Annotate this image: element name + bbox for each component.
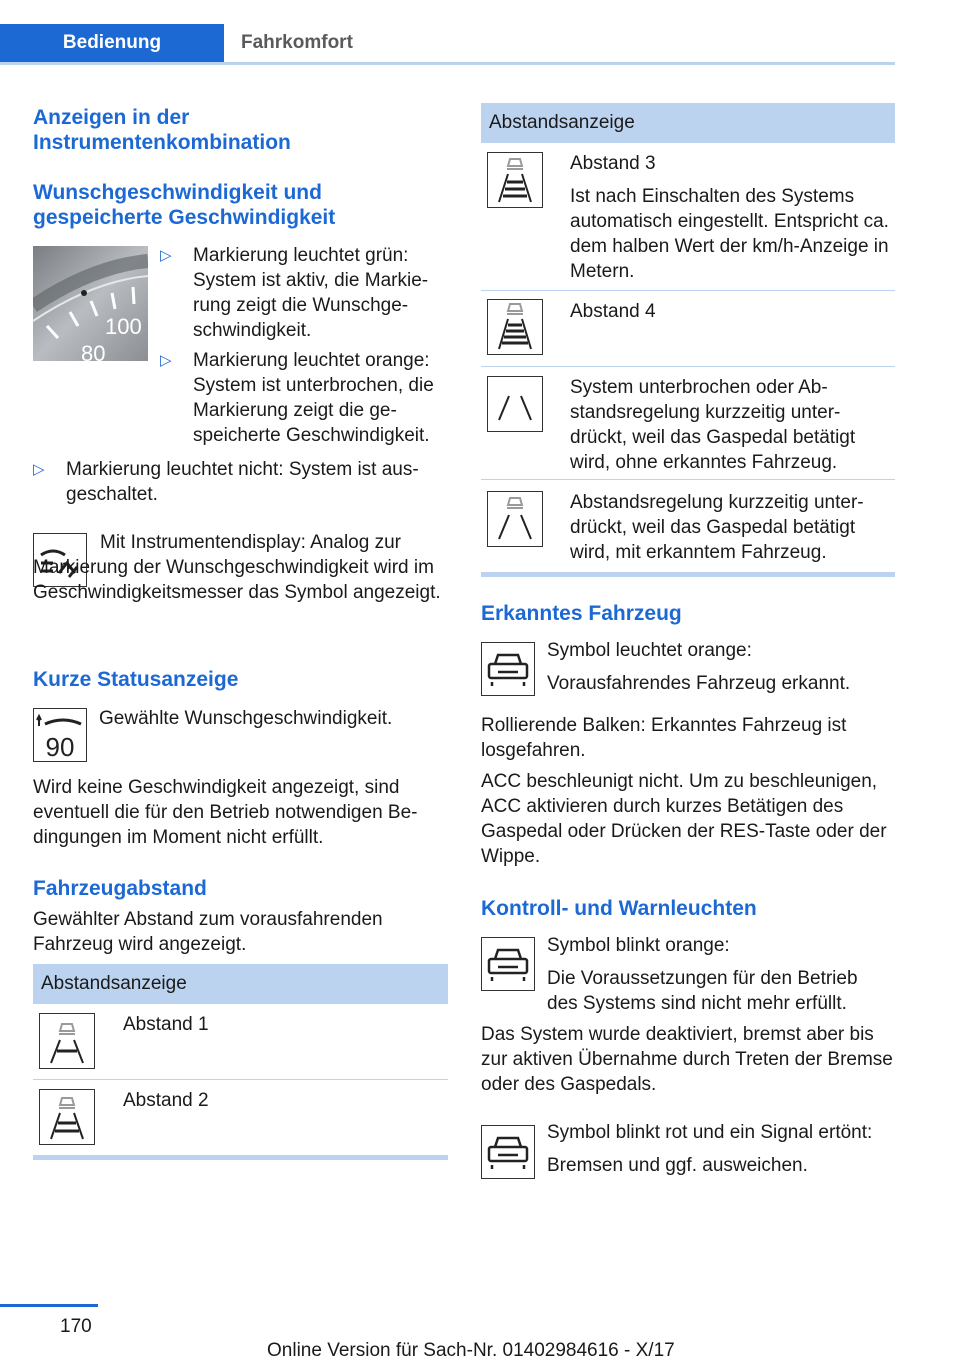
rot-line1: Symbol blinkt rot und ein Signal ertönt: [547,1122,873,1143]
heading-erkanntes-fahrzeug: Erkanntes Fahrzeug [481,602,682,625]
heading-fahrzeugabstand: Fahrzeugabstand [33,877,207,900]
vehicle-warning-red-icon [481,1125,535,1179]
heading-anzeigen: Anzeigen in der Instrumentenkombination [33,106,291,154]
kontroll-line2: Die Voraussetzungen für den Betrieb des Systems sind nicht mehr erfüllt. [547,968,858,1014]
speedometer-image [33,246,148,361]
speedo-100: 100 [105,314,142,339]
tab-bedienung[interactable]: Bedienung [0,24,224,62]
row-divider [33,1079,448,1080]
para-deaktiviert: Das System wurde deaktiviert, bremst aber bis zur aktiven Übernahme durch Treten der Bremse oder des Gaspedals. [481,1024,893,1095]
triangle-bullet-icon: ▷ [33,461,45,478]
footer-rule [0,1304,98,1307]
vehicle-detected-icon [481,642,535,696]
triangle-bullet-icon: ▷ [160,247,172,264]
rot-line2: Bremsen und ggf. ausweichen. [547,1155,808,1176]
distance-4-icon [487,299,543,355]
row-abstand-1: Abstand 1 [123,1014,209,1035]
online-version: Online Version für Sach-Nr. 01402984616 - X/17 [267,1340,675,1361]
display-text: Mit Instrumentendisplay: Analog zur Markierung der Wunschgeschwindigkeit wird im Geschwindigkeitsmesser das Symbol angezeigt. [33,532,441,603]
page-number: 170 [60,1316,92,1337]
left-table-end [33,1155,448,1160]
system-interrupted-icon [487,376,543,432]
header-tabs [0,24,895,65]
speed-90-label: 90 [45,732,75,762]
row-divider [481,479,895,480]
distance-3-icon [487,152,543,208]
row-abstand-3-text: Ist nach Einschalten des Systems automatisch eingestellt. Entspricht ca. dem halben Wert der km/h-Anzeige in Metern. [570,186,889,282]
abstand-text: Gewählter Abstand zum vorausfahrenden Fahrzeug wird angezeigt. [33,909,383,955]
distance-2-icon [39,1089,95,1145]
erkannt-line2: Vorausfahrendes Fahrzeug erkannt. [547,673,851,694]
heading-kurze-statusanzeige: Kurze Statusanzeige [33,668,239,691]
kontroll-line1: Symbol blinkt orange: [547,935,730,956]
triangle-bullet-icon: ▷ [160,352,172,369]
override-vehicle-icon [487,491,543,547]
speedo-80: 80 [81,341,106,361]
kurz-text: Gewählte Wunschgeschwindigkeit. [99,708,393,729]
row-unterdrueckt: Abstandsregelung kurzzeitig unterdrückt, weil das Gaspedal betätigt wird, mit erkanntem Fahrzeug. [570,492,864,563]
heading-wunschgeschwindigkeit: Wunschgeschwindigkeit und gespeicherte Geschwindigkeit [33,181,336,229]
row-unterbrochen: System unterbrochen oder Abstandsregelung kurzzeitig unterdrückt, weil das Gaspedal betätigt wird, ohne erkanntes Fahrzeug. [570,377,856,473]
row-abstand-2: Abstand 2 [123,1090,209,1111]
row-divider [481,366,895,367]
right-table-header: Abstandsanzeige [481,103,895,143]
row-abstand-3-title: Abstand 3 [570,153,656,174]
vehicle-warning-orange-icon [481,937,535,991]
para-keine-geschwindigkeit: Wird keine Geschwindigkeit angezeigt, sind eventuell die für den Betrieb notwendigen Bedingungen im Moment nicht erfüllt. [33,777,418,848]
distance-1-icon [39,1013,95,1069]
row-abstand-4-title: Abstand 4 [570,301,656,322]
right-table-end [481,572,895,577]
speed-90-icon [33,708,87,762]
left-table-header: Abstandsanzeige [33,964,448,1004]
erkannt-line1: Symbol leuchtet orange: [547,640,752,661]
para-acc: ACC beschleunigt nicht. Um zu beschleunigen, ACC aktivieren durch kurzes Betätigen des Gaspedal oder Drücken der RES-Taste oder der Wippe. [481,771,887,867]
para-rollierende-balken: Rollierende Balken: Erkanntes Fahrzeug ist losgefahren. [481,715,847,761]
heading-kontroll-warnleuchten: Kontroll- und Warnleuchten [481,897,757,920]
tab-fahrkomfort[interactable]: Fahrkomfort [241,32,353,53]
row-divider [481,290,895,291]
